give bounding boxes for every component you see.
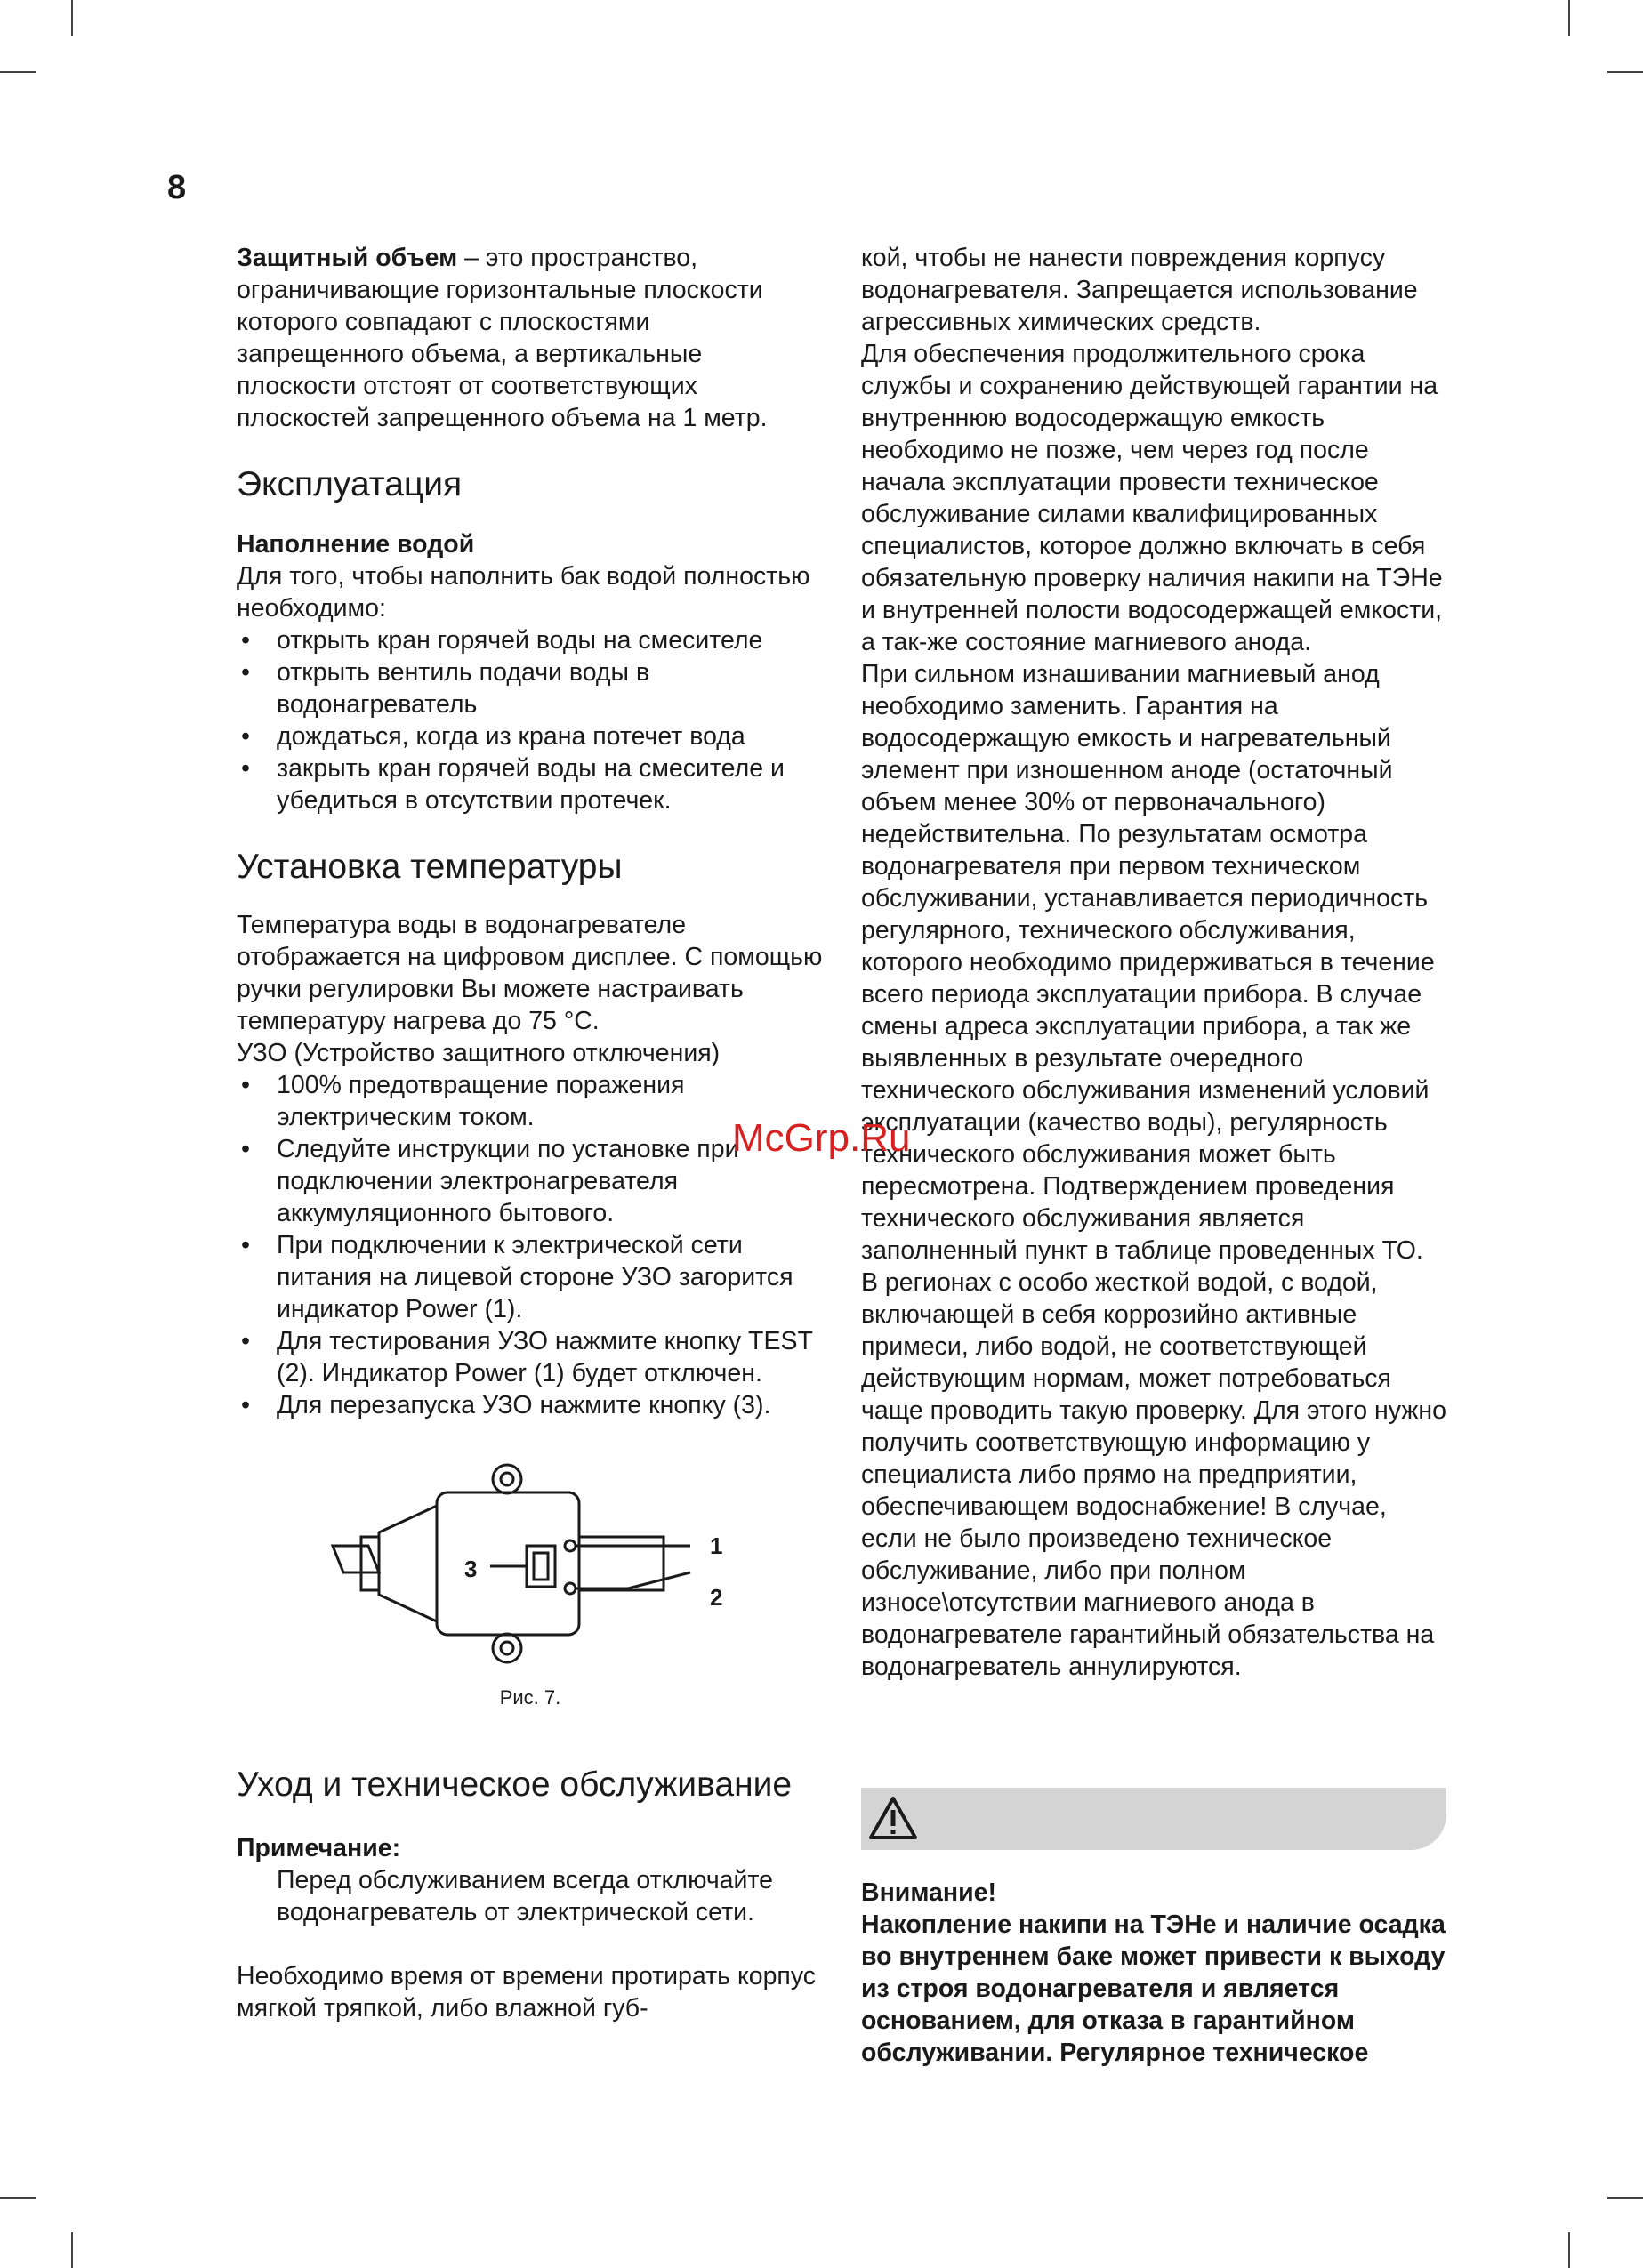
paragraph: Для обеспечения продолжительного срока службы и сохранению действующей гарантии на внутреннюю водосодержащую емкость необходимо не позже, чем через год после начала эксплуатации провести техническое обслуживание силами квалифицированных специалистов, которое должно включать в себя обязательную проверку наличия накипи на ТЭНе и внутренней полости водосодержащей емкости, а так-же состояние магниевого анода.	[861, 340, 1443, 656]
paragraph: кой, чтобы не нанести повреждения корпусу водонагревателя. Запрещается использование агрессивных химических средств.	[861, 244, 1418, 336]
figure-caption: Рис. 7.	[499, 1686, 561, 1709]
crop-mark	[71, 2232, 73, 2268]
paragraph: В регионах с особо жесткой водой, с водой, включающей в себя коррозийно активные примеси, либо водой, не соответствующей действующим нормам, может потребоваться чаще проводить такую проверку. Для этого нужно получить соответствующую информацию у специалиста либо прямо на предприятии, обеспечивающем водоснабжение! В случае, если не было произведено техническое обслуживание, либо при полном износе\отсутствии магниевого анода в водонагревателе гарантийный обязательства на водонагреватель аннулируются.	[861, 1268, 1447, 1681]
crop-mark	[1607, 2197, 1643, 2199]
crop-mark	[0, 71, 36, 73]
warning-triangle-icon	[868, 1795, 918, 1841]
list-item: • Следуйте инструкции по установке при подключении электронагревателя аккумуляционного бытового.	[237, 1133, 824, 1229]
heading-temperature: Установка температуры	[237, 848, 623, 886]
figure-label-3: 3	[464, 1556, 478, 1582]
note-text: Перед обслуживанием всегда отключайте водонагреватель от электрической сети.	[277, 1866, 774, 1926]
warning-block	[861, 1877, 1448, 2069]
heading-operation: Эксплуатация	[237, 465, 463, 503]
list-item: • 100% предотвращение поражения электрическим током.	[237, 1069, 824, 1133]
note-title: Примечание:	[237, 1834, 401, 1862]
crop-mark	[1607, 71, 1643, 73]
maintenance-text: Необходимо время от времени протирать корпус мягкой тряпкой, либо влажной губ-	[237, 1962, 817, 2023]
filling-text: Для того, чтобы наполнить бак водой полностью необходимо:	[237, 562, 810, 623]
temperature-text: Температура воды в водонагревателе отображается на цифровом дисплее. С помощью ручки регулировки Вы можете настраивать температуру нагрева до 75 °С.	[237, 911, 823, 1035]
paragraph: При сильном изнашивании магниевый анод необходимо заменить. Гарантия на водосодержащую емкость и нагревательный элемент при изношенном аноде (остаточный объем менее 30% от первоначального) недействительна. По результатам осмотра водонагревателя при первом техническом обслуживании, устанавливается периодичность регулярного, технического обслуживания, которого необходимо придерживаться в течение всего периода эксплуатации прибора. В случае смены адреса эксплуатации прибора, а так же выявленных в результате очередного технического обслуживания изменений условий эксплуатации (качество воды), регулярность технического обслуживания может быть пересмотрена. Подтверждением проведения технического обслуживания является заполненный пункт в таблице проведенных ТО.	[861, 660, 1435, 1265]
crop-mark	[0, 2197, 36, 2199]
figure-label-2: 2	[710, 1584, 723, 1611]
figure-label-1: 1	[710, 1532, 723, 1559]
crop-mark	[71, 0, 73, 36]
page-number: 8	[167, 169, 187, 206]
list-item: • Для тестирования УЗО нажмите кнопку TEST (2). Индикатор Power (1) будет отключен.	[237, 1325, 824, 1389]
heading-maintenance: Уход и техническое обслуживание	[237, 1765, 793, 1804]
list-item: • При подключении к электрической сети питания на лицевой стороне УЗО загорится индикатор Power (1).	[237, 1229, 824, 1325]
intro-term: Защитный объем	[237, 244, 458, 272]
filling-title: Наполнение водой	[237, 530, 475, 559]
intro-paragraph: Защитный объем – это пространство, ограничивающие горизонтальные плоскости которого совпадают с плоскостями запрещенного объема, а вертикальные плоскости отстоят от соответствующих плоскостей запрещенного объема на 1 метр.	[237, 244, 768, 432]
warning-title: Внимание!	[861, 1878, 996, 1907]
list-item: • закрыть кран горячей воды на смесителе и убедиться в отсутствии протечек.	[237, 752, 824, 816]
list-item: • дождаться, когда из крана потечет вода	[237, 720, 824, 752]
crop-mark	[1568, 2232, 1570, 2268]
crop-mark	[1568, 0, 1570, 36]
rcd-device-drawing	[237, 1448, 824, 1679]
filling-list	[237, 624, 824, 816]
list-item: • открыть вентиль подачи воды в водонагреватель	[237, 656, 824, 720]
uzo-text: УЗО (Устройство защитного отключения)	[237, 1039, 721, 1067]
warning-text: Накопление накипи на ТЭНе и наличие осадка во внутреннем баке может привести к выходу из строя водонагревателя и является основанием, для отказа в гарантийном обслуживании. Регулярное техническое	[861, 1910, 1446, 2067]
watermark: McGrp.Ru	[732, 1116, 911, 1160]
rcd-device-figure	[237, 1448, 824, 1679]
list-item: • открыть кран горячей воды на смесителе	[237, 624, 824, 656]
warning-banner	[861, 1788, 1446, 1850]
list-item: • Для перезапуска УЗО нажмите кнопку (3).	[237, 1389, 824, 1421]
right-column	[861, 242, 1448, 1683]
